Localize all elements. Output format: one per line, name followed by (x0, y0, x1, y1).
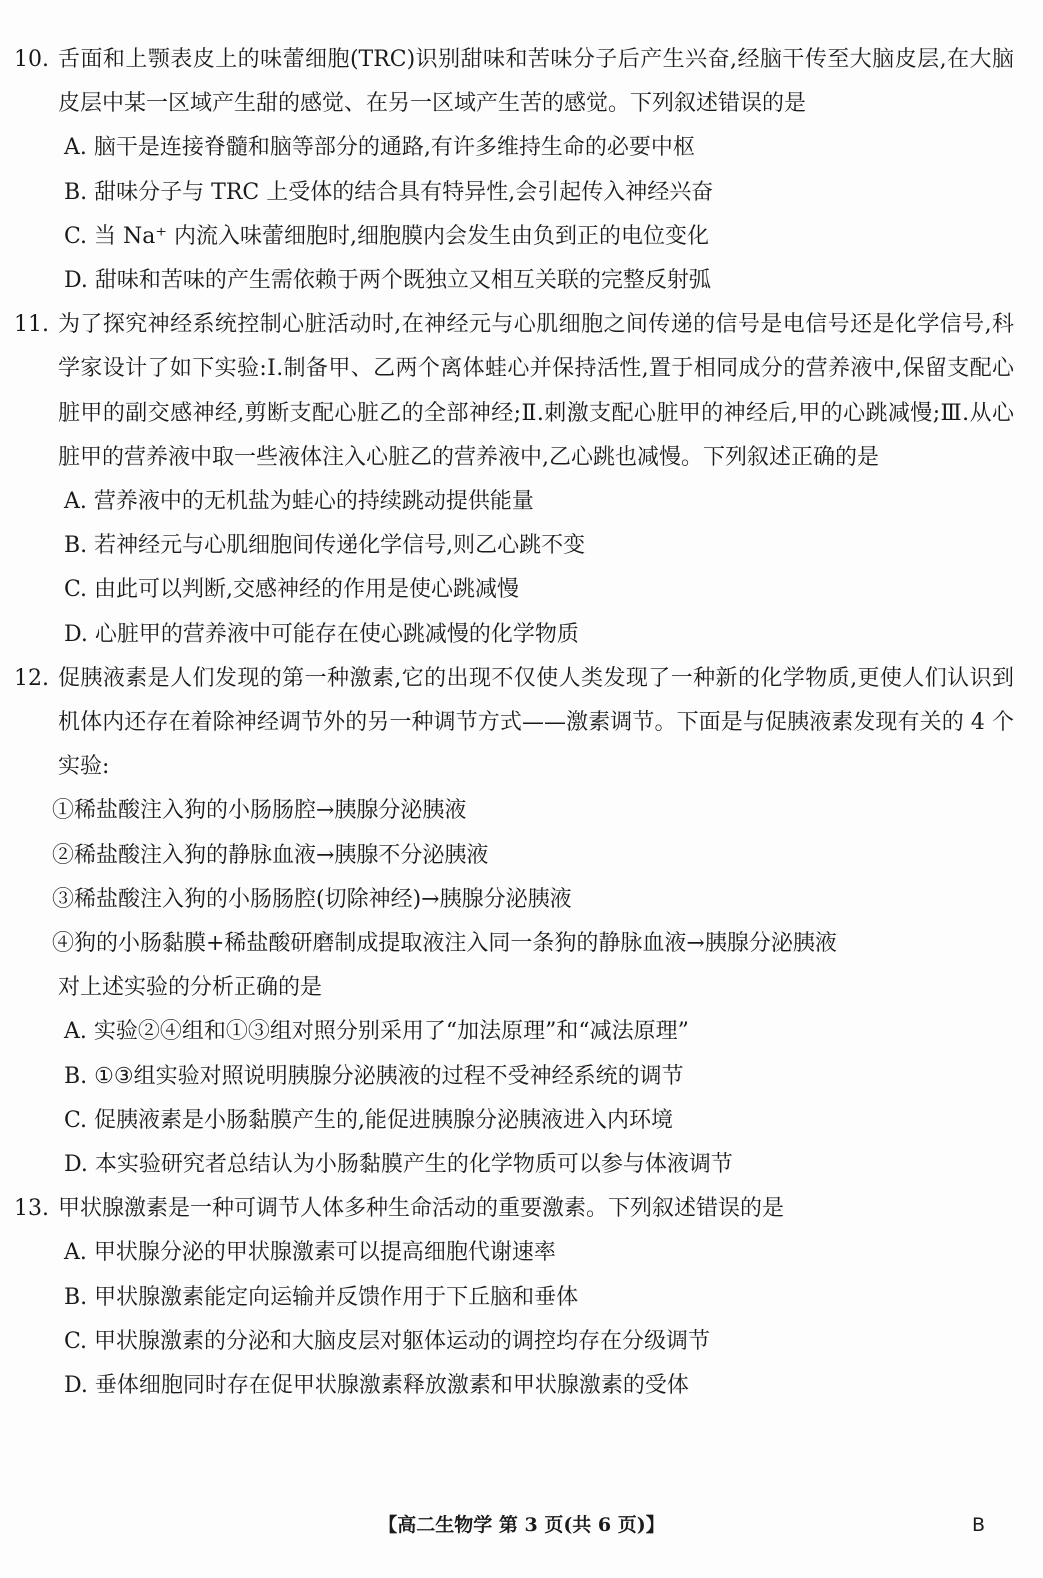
question-lead: 对上述实验的分析正确的是 (58, 975, 323, 1001)
option-c: C. 由此可以判断,交感神经的作用是使心跳减慢 (64, 577, 520, 603)
footer-page-label: 【高二生物学 第 3 页(共 6 页)】 (378, 1514, 665, 1536)
experiment-item-3: ③稀盐酸注入狗的小肠肠腔(切除神经)→胰腺分泌胰液 (52, 886, 572, 912)
question-text: 为了探究神经系统控制心脏活动时,在神经元与心肌细胞之间传递的信号是电信号还是化学信号,科学家设计了如下实验:Ⅰ.制备甲、乙两个离体蛙心并保持活性,置于相同成分的营养液中,保留支配心脏甲的副交感神经,剪断支配心脏乙的全部神经;Ⅱ.刺激支配心脏甲的神经后,甲的心跳减慢;Ⅲ.从心脏甲的营养液中取一些液体注入心脏乙的营养液中,乙心跳也减慢。下列叙述正确的是 (58, 312, 1014, 470)
option-b: B. 甜味分子与 TRC 上受体的结合具有特异性,会引起传入神经兴奋 (64, 179, 714, 205)
question-text: 甲状腺激素是一种可调节人体多种生命活动的重要激素。下列叙述错误的是 (58, 1196, 785, 1222)
question-stem (14, 657, 1014, 790)
option-a: A. 甲状腺分泌的甲状腺激素可以提高细胞代谢速率 (64, 1240, 556, 1266)
option-d: D. 甜味和苦味的产生需依赖于两个既独立又相互关联的完整反射弧 (64, 268, 711, 294)
question-13 (14, 1187, 1014, 1408)
option-b: B. 甲状腺激素能定向运输并反馈作用于下丘脑和垂体 (64, 1284, 579, 1310)
experiment-item-2: ②稀盐酸注入狗的静脉血液→胰腺不分泌胰液 (52, 842, 489, 868)
question-number: 10. (14, 47, 49, 72)
question-text: 促胰液素是人们发现的第一种激素,它的出现不仅使人类发现了一种新的化学物质,更使人们认识到机体内还存在着除神经调节外的另一种调节方式——激素调节。下面是与促胰液素发现有关的 4 个实验: (58, 665, 1014, 780)
footer-version-label: B (971, 1514, 985, 1536)
option-b: B. 若神经元与心肌细胞间传递化学信号,则乙心跳不变 (64, 533, 586, 559)
question-stem (14, 1187, 1014, 1231)
option-a: A. 脑干是连接脊髓和脑等部分的通路,有许多维持生命的必要中枢 (64, 135, 695, 161)
experiment-item-1: ①稀盐酸注入狗的小肠肠腔→胰腺分泌胰液 (52, 798, 467, 824)
question-10 (14, 38, 1014, 303)
option-c: C. 甲状腺激素的分泌和大脑皮层对躯体运动的调控均存在分级调节 (64, 1328, 711, 1354)
option-a: A. 营养液中的无机盐为蛙心的持续跳动提供能量 (64, 489, 534, 515)
option-b: B. ①③组实验对照说明胰腺分泌胰液的过程不受神经系统的调节 (64, 1063, 684, 1089)
question-number: 12. (14, 665, 49, 691)
option-d: D. 心脏甲的营养液中可能存在使心跳减慢的化学物质 (64, 621, 579, 647)
option-d: D. 垂体细胞同时存在促甲状腺激素释放激素和甲状腺激素的受体 (64, 1373, 689, 1399)
question-number: 11. (14, 312, 49, 338)
option-c: C. 促胰液素是小肠黏膜产生的,能促进胰腺分泌胰液进入内环境 (64, 1107, 674, 1133)
page-content (14, 38, 1014, 1408)
question-stem (14, 303, 1014, 480)
question-11 (14, 303, 1014, 657)
experiment-item-4: ④狗的小肠黏膜+稀盐酸研磨制成提取液注入同一条狗的静脉血液→胰腺分泌胰液 (52, 931, 837, 957)
question-number: 13. (14, 1196, 49, 1222)
question-12 (14, 657, 1014, 1187)
option-c: C. 当 Na⁺ 内流入味蕾细胞时,细胞膜内会发生由负到正的电位变化 (64, 223, 709, 249)
option-a: A. 实验②④组和①③组对照分别采用了“加法原理”和“减法原理” (64, 1019, 689, 1045)
page-footer (0, 1507, 1043, 1543)
question-text: 舌面和上颚表皮上的味蕾细胞(TRC)识别甜味和苦味分子后产生兴奋,经脑干传至大脑皮层,在大脑皮层中某一区域产生甜的感觉、在另一区域产生苦的感觉。下列叙述错误的是 (58, 47, 1014, 117)
option-d: D. 本实验研究者总结认为小肠黏膜产生的化学物质可以参与体液调节 (64, 1152, 733, 1178)
question-stem (14, 38, 1014, 126)
